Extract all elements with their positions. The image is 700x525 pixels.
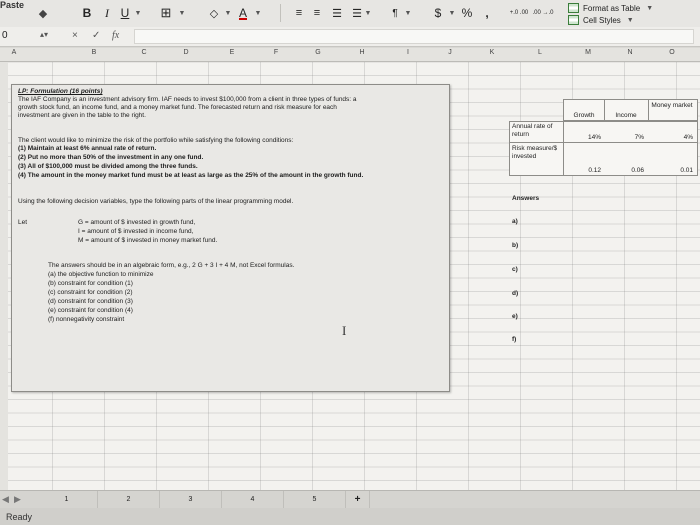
text-cursor-icon: I (342, 323, 347, 338)
condition-2: (2) Put no more than 50% of the investment in any one fund. (18, 154, 204, 161)
sheet-tabs-bar (0, 490, 700, 508)
variable-g: G = amount of $ invested in growth fund, (78, 219, 196, 226)
part-d: (d) constraint for condition (3) (48, 298, 133, 305)
table-divider (509, 142, 698, 143)
sheet-tab[interactable]: 3 (160, 491, 222, 508)
part-b: (b) constraint for condition (1) (48, 280, 133, 287)
risk-income[interactable]: 0.06 (631, 167, 644, 174)
chevron-down-icon: ▼ (646, 4, 654, 12)
intro-line: investment are given in the table to the right. (18, 112, 146, 119)
return-income[interactable]: 7% (634, 134, 644, 141)
column-header[interactable]: D (183, 49, 189, 56)
sheet-tab[interactable]: 5 (284, 491, 346, 508)
formula-input[interactable] (134, 29, 694, 44)
variable-m: M = amount of $ invested in money market fund. (78, 237, 218, 244)
column-headers (0, 48, 700, 62)
return-growth[interactable]: 14% (587, 134, 601, 141)
column-header[interactable]: L (538, 49, 542, 56)
scroll-tabs-left-icon[interactable]: ◀ (2, 494, 9, 504)
sheet-tab[interactable]: 1 (36, 491, 98, 508)
row-headers (0, 62, 8, 500)
bold-button[interactable]: B (82, 6, 92, 20)
cell-styles-icon (568, 15, 579, 25)
borders-dropdown-icon[interactable]: ▼ (178, 9, 186, 17)
column-header[interactable]: K (489, 49, 495, 56)
variable-i: I = amount of $ invested in income fund, (78, 228, 194, 235)
problem-text-box[interactable] (11, 84, 450, 392)
enter-icon[interactable]: ✓ (92, 30, 101, 41)
name-box-stepper-icon[interactable]: ▴▾ (40, 30, 49, 39)
font-color-dropdown-icon[interactable]: ▼ (254, 9, 262, 17)
increase-decimal-button[interactable]: +.0 .00 (509, 10, 529, 16)
goal-text: The client would like to minimize the risk of the portfolio while satisfying the following conditions: (18, 137, 294, 144)
intro-line: growth stock fund, an income fund, and a money market fund. The forecasted return and risk measure for each (18, 104, 337, 111)
align-center-icon[interactable]: ≡ (313, 7, 321, 19)
column-header[interactable]: B (91, 49, 97, 56)
column-header[interactable]: H (359, 49, 365, 56)
brush-icon[interactable]: ◆ (38, 7, 48, 20)
header-money-market[interactable]: Money market (651, 102, 693, 109)
column-header[interactable]: N (627, 49, 633, 56)
column-header[interactable]: I (407, 49, 409, 56)
fill-dropdown-icon[interactable]: ▼ (224, 9, 232, 17)
risk-growth[interactable]: 0.12 (588, 167, 601, 174)
column-header[interactable]: G (315, 49, 321, 56)
answer-label-f[interactable]: f) (512, 336, 517, 343)
font-color-icon[interactable]: A (238, 6, 247, 20)
borders-icon[interactable]: ⊞ (160, 5, 172, 20)
answer-label-c[interactable]: c) (512, 266, 518, 273)
answer-note: The answers should be in an algebraic form, e.g., 2 G + 3 I + 4 M, not Excel formulas. (48, 262, 295, 269)
part-f: (f) nonnegativity constraint (48, 316, 125, 323)
intro-line: The IAF Company is an investment advisory firm. IAF needs to invest $100,000 from a client in three types of funds: a (18, 96, 357, 103)
ribbon-toolbar (0, 0, 700, 27)
column-header[interactable]: E (229, 49, 235, 56)
let-label: Let (18, 219, 28, 226)
fill-color-icon[interactable]: ◇ (209, 7, 219, 20)
add-sheet-button[interactable]: + (346, 491, 370, 508)
cell-styles-label: Cell Styles (583, 15, 621, 25)
fund-header-row (563, 99, 698, 121)
format-as-table-label: Format as Table (583, 3, 641, 13)
condition-1: (1) Maintain at least 6% annual rate of return. (18, 145, 157, 152)
percent-button[interactable]: % (461, 6, 473, 20)
return-money-market[interactable]: 4% (683, 134, 693, 141)
align-top-icon[interactable]: ☰ (332, 7, 342, 20)
italic-button[interactable]: I (105, 5, 109, 20)
sheet-tab[interactable]: 2 (98, 491, 160, 508)
column-header[interactable]: F (273, 49, 279, 56)
row-label-return[interactable]: Annual rate of return (512, 123, 553, 138)
risk-money-market[interactable]: 0.01 (680, 167, 693, 174)
chevron-down-icon: ▼ (626, 16, 634, 24)
answers-heading[interactable]: Answers (512, 195, 540, 202)
cancel-icon[interactable]: × (72, 30, 78, 41)
name-box[interactable]: 0 (2, 30, 8, 41)
ribbon-separator (280, 4, 281, 22)
status-bar (0, 508, 700, 525)
table-divider (563, 121, 564, 176)
wrap-dropdown-icon[interactable]: ▼ (364, 9, 372, 17)
column-header[interactable]: C (141, 49, 147, 56)
format-as-table-button[interactable] (568, 3, 653, 13)
column-header[interactable]: J (448, 49, 452, 56)
part-a: (a) the objective function to minimize (48, 271, 154, 278)
answer-label-e[interactable]: e) (512, 313, 518, 320)
function-icon[interactable]: fx (112, 30, 120, 41)
sheet-tab[interactable]: 4 (222, 491, 284, 508)
paragraph-dropdown-icon[interactable]: ▼ (404, 9, 412, 17)
column-header[interactable]: A (11, 49, 17, 56)
part-e: (e) constraint for condition (4) (48, 307, 133, 314)
condition-3: (3) All of $100,000 must be divided among the three funds. (18, 163, 198, 170)
header-income[interactable]: Income (615, 112, 637, 119)
answer-label-a[interactable]: a) (512, 218, 518, 225)
instruction-text: Using the following decision variables, type the following parts of the linear programming model. (18, 198, 294, 205)
column-header[interactable]: O (669, 49, 675, 56)
answer-label-b[interactable]: b) (512, 242, 519, 249)
formula-bar (0, 27, 700, 47)
row-label-risk[interactable]: Risk measure/$ invested (512, 145, 558, 160)
status-text: Ready (6, 512, 33, 522)
answer-label-d[interactable]: d) (512, 290, 519, 297)
wrap-icon[interactable]: ☰ (352, 7, 362, 20)
decrease-decimal-button[interactable]: .00 →.0 (532, 10, 554, 16)
paste-label[interactable]: Paste (0, 0, 25, 10)
header-growth[interactable]: Growth (573, 112, 595, 119)
column-header[interactable]: M (585, 49, 591, 56)
underline-button[interactable]: U (120, 6, 130, 20)
currency-button[interactable]: $ (434, 6, 442, 20)
part-c: (c) constraint for condition (2) (48, 289, 133, 296)
underline-dropdown-icon[interactable]: ▼ (134, 9, 142, 17)
align-left-icon[interactable]: ≡ (295, 7, 303, 19)
scroll-tabs-right-icon[interactable]: ▶ (14, 494, 21, 504)
problem-title: LP: Formulation (16 points) (18, 88, 103, 95)
table-icon (568, 3, 579, 13)
condition-4: (4) The amount in the money market fund must be at least as large as the 25% of the amount in the growth fund. (18, 172, 364, 179)
cell-styles-button[interactable] (568, 15, 634, 25)
comma-button[interactable]: , (485, 6, 489, 20)
paragraph-icon[interactable]: ¶ (392, 7, 398, 19)
currency-dropdown-icon[interactable]: ▼ (448, 9, 456, 17)
